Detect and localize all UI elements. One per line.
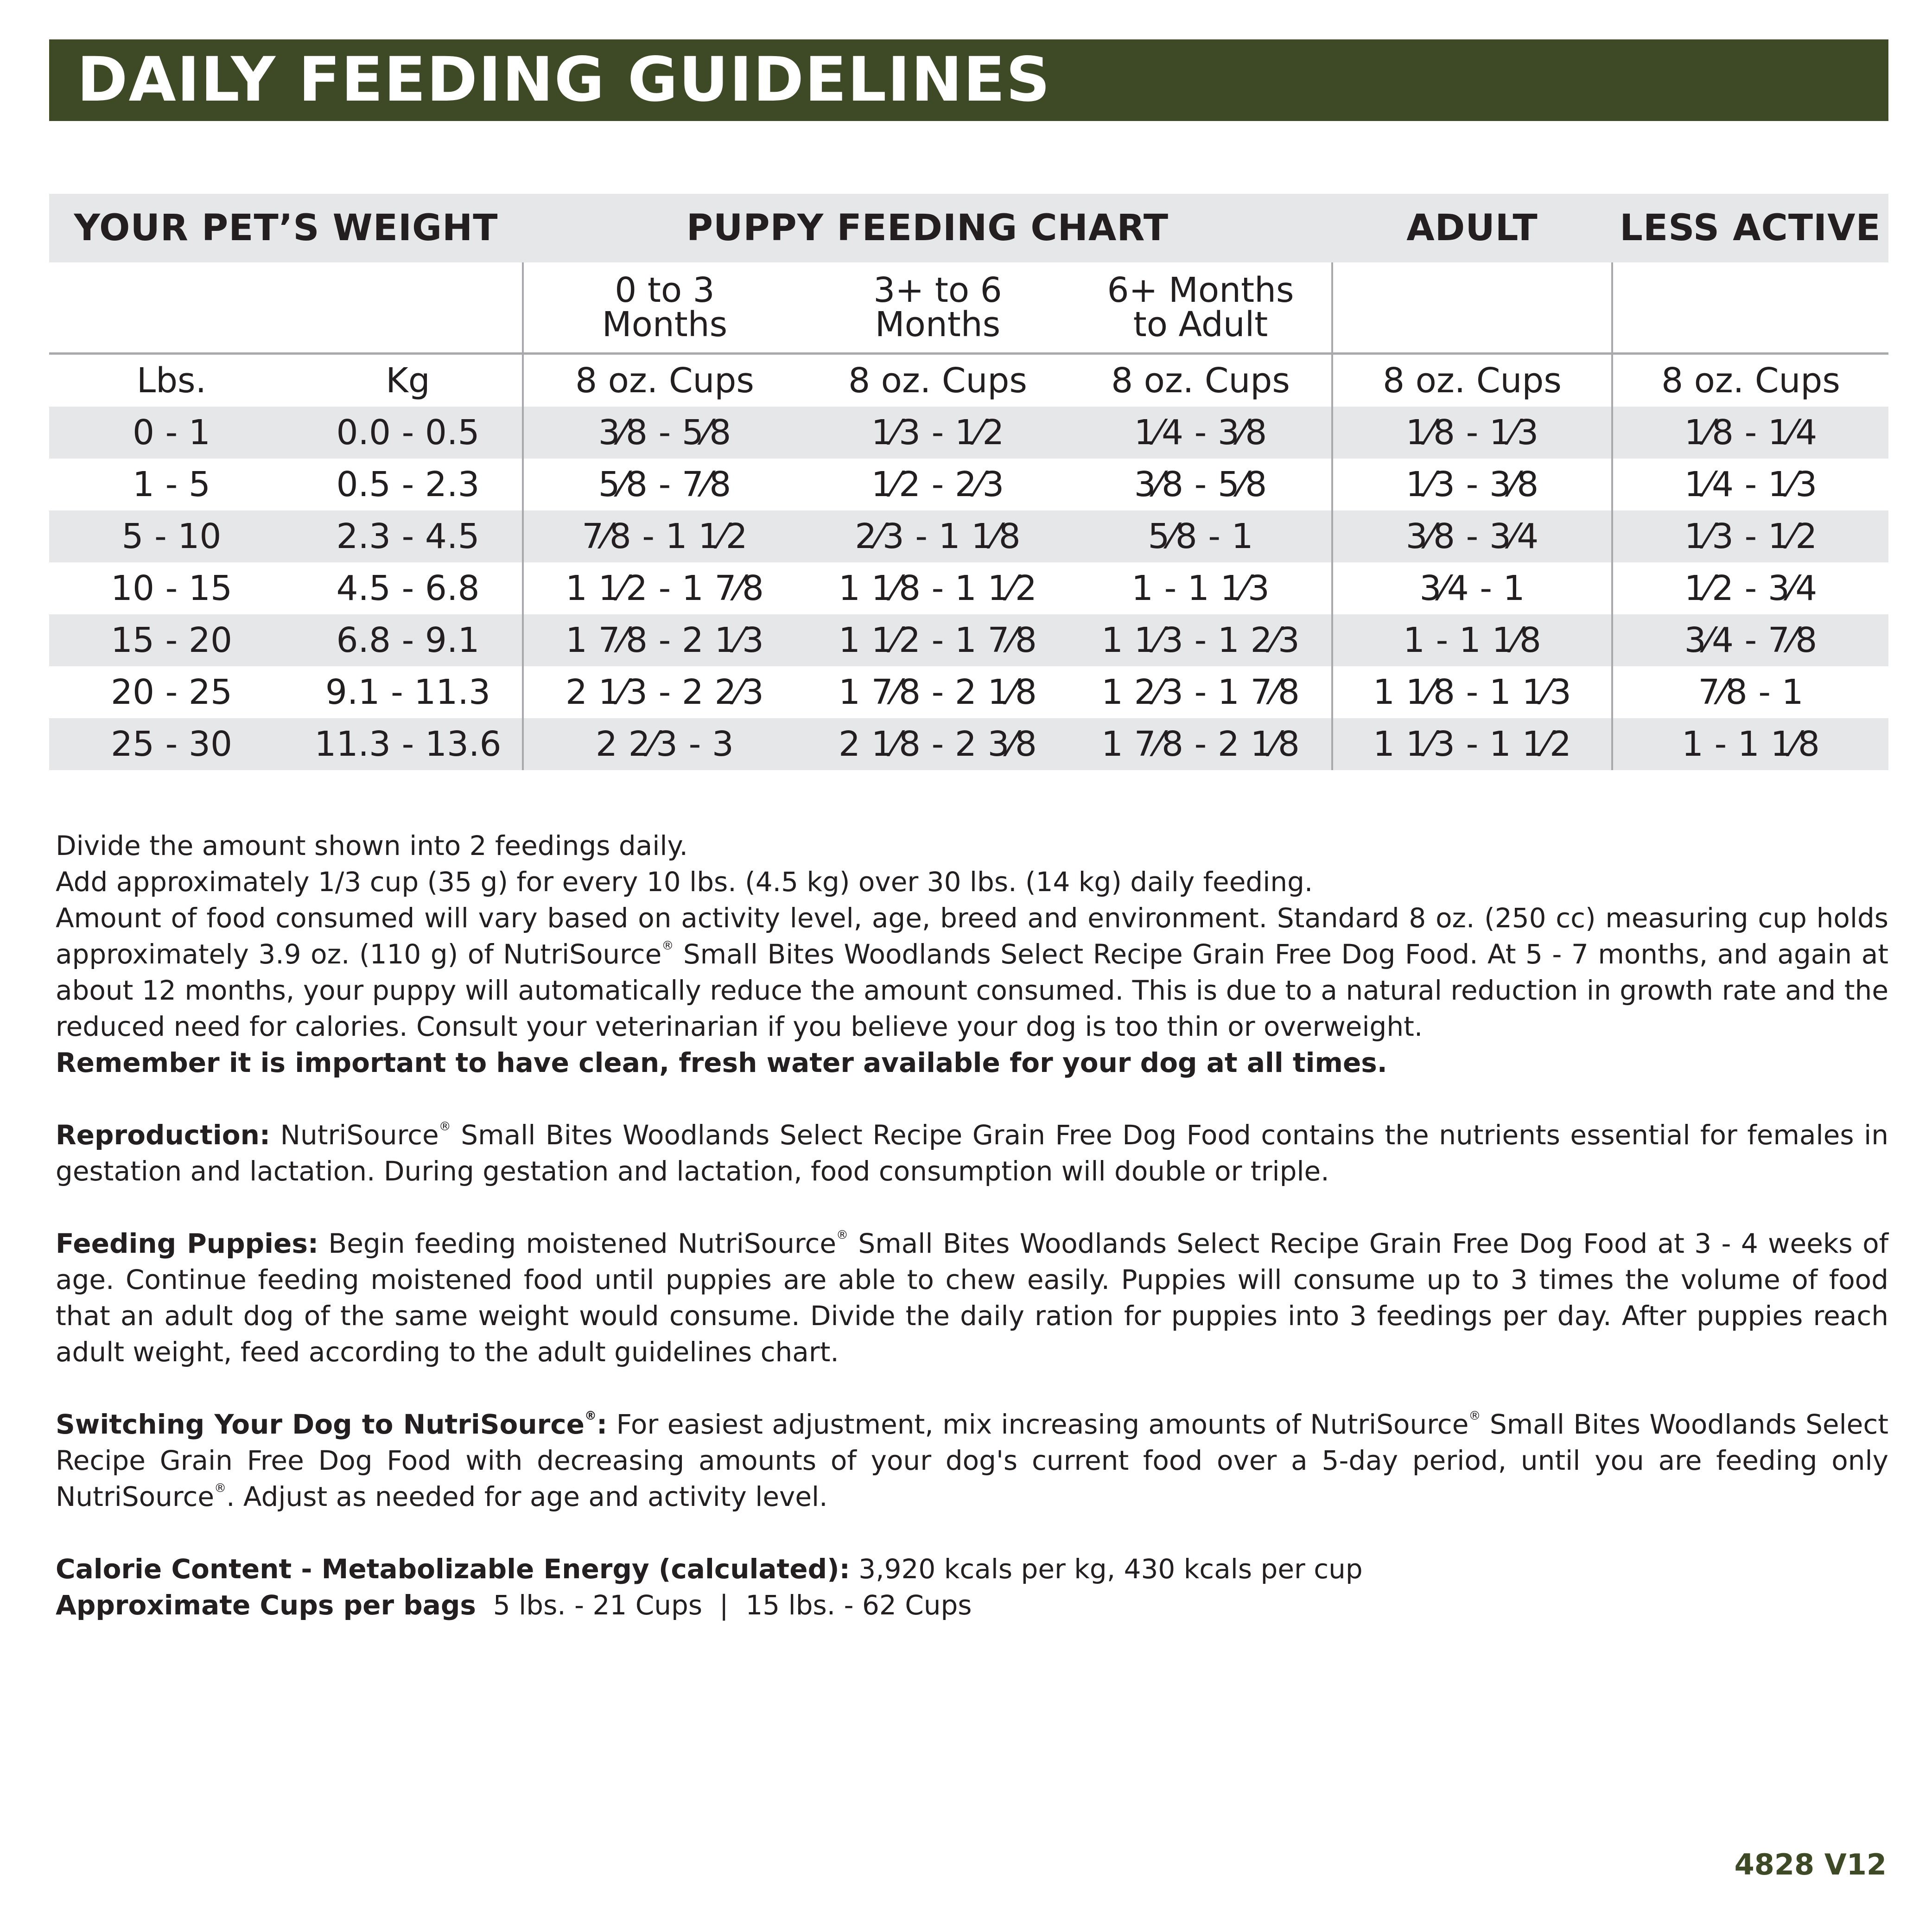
- table-cell: 4.5 - 6.8: [336, 568, 480, 608]
- table-cell: 1 7⁄8 - 2 1⁄3: [523, 614, 806, 666]
- age-6-adult: 6+ Months to Adult: [1107, 270, 1294, 344]
- table-row: [49, 407, 1888, 459]
- table-row: [49, 718, 1888, 770]
- version-code: 4828 V12: [1734, 1848, 1887, 1881]
- table-cell: 1 7⁄8 - 2 1⁄8: [839, 672, 1037, 712]
- table-cell: 1⁄3 - 1⁄2: [806, 407, 1070, 459]
- table-cell: 11.3 - 13.6: [294, 718, 523, 770]
- table-cell: 3⁄8 - 5⁄8: [523, 407, 806, 459]
- table-cell: 0 - 1: [49, 407, 294, 459]
- table-cell: 3⁄8 - 5⁄8: [1134, 465, 1267, 504]
- blank-cell: [1332, 262, 1612, 354]
- table-cell: 7⁄8 - 1: [1612, 666, 1888, 718]
- table-cell: 1⁄2 - 3⁄4: [1612, 562, 1888, 614]
- unit-cell: 8 oz. Cups: [1070, 354, 1332, 407]
- table-cell: 1⁄8 - 1⁄4: [1612, 407, 1888, 459]
- table-cell: 2⁄3 - 1 1⁄8: [806, 510, 1070, 562]
- note-calorie-content: Calorie Content - Metabolizable Energy (calculated): 3,920 kcals per kg, 430 kcals per cup: [56, 1553, 1363, 1585]
- blank-cell: [1612, 262, 1888, 354]
- table-cell: 20 - 25: [110, 672, 233, 712]
- weight-header: YOUR PET’S WEIGHT: [49, 194, 523, 262]
- table-cell: 1⁄3 - 3⁄8: [1332, 459, 1612, 510]
- table-cell: 10 - 15: [110, 568, 233, 608]
- unit-cell: 8 oz. Cups: [1612, 354, 1888, 407]
- units-row: [49, 354, 1888, 407]
- feeding-table: [49, 194, 1888, 770]
- page-title: DAILY FEEDING GUIDELINES: [77, 44, 1051, 115]
- table-cell: 1 1⁄2 - 1 7⁄8: [523, 562, 806, 614]
- table-cell: 3⁄4 - 1: [1332, 562, 1612, 614]
- unit-cell: Lbs.: [49, 354, 294, 407]
- table-cell: 7⁄8 - 1 1⁄2: [523, 510, 806, 562]
- note-amount-paragraph: Amount of food consumed will vary based on activity level, age, breed and environment. Standard 8 oz. (250 cc) measuring cup holds approximately 3.9 oz. (110 g) of NutriSource® Small Bites Woodlands Select Recipe Grain Free Dog Food. At 5 - 7 months, and again at about 12 months, your puppy will automatically reduce the amount consumed. This is due to a natural reduction in growth rate and the reduced need for calories. Consult your veterinarian if you believe your dog is too thin or overweight.: [56, 902, 1888, 1042]
- table-cell: 1⁄2 - 2⁄3: [871, 465, 1004, 504]
- table-cell: 2 2⁄3 - 3: [523, 718, 806, 770]
- adult-header: ADULT: [1332, 194, 1612, 262]
- table-cell: 1 7⁄8 - 2 1⁄8: [1070, 718, 1332, 770]
- table-cell: 0.0 - 0.5: [294, 407, 523, 459]
- table-cell: 0.5 - 2.3: [336, 465, 480, 504]
- note-switching: Switching Your Dog to NutriSource®: For easiest adjustment, mix increasing amounts of NutriSource® Small Bites Woodlands Select Recipe Grain Free Dog Food with decreasing amounts of your dog's current food over a 5-day period, until you are feeding only NutriSource®. Adjust as needed for age and activity level.: [56, 1409, 1888, 1512]
- table-cell: 6.8 - 9.1: [294, 614, 523, 666]
- table-row: [49, 666, 1888, 718]
- note-cups-per-bag: Approximate Cups per bags 5 lbs. - 21 Cups | 15 lbs. - 62 Cups: [56, 1589, 972, 1621]
- blank-cell: [49, 262, 523, 354]
- table-cell: 1⁄4 - 1⁄3: [1612, 459, 1888, 510]
- table-cell: 2.3 - 4.5: [294, 510, 523, 562]
- table-cell: 1 1⁄2 - 1 7⁄8: [806, 614, 1070, 666]
- puppy-header: PUPPY FEEDING CHART: [523, 194, 1332, 262]
- table-cell: 1 1⁄8 - 1 1⁄3: [1332, 666, 1612, 718]
- table-cell: 1 1⁄3 - 1 2⁄3: [1070, 614, 1332, 666]
- unit-cell: 8 oz. Cups: [806, 354, 1070, 407]
- table-group-header: [49, 194, 1888, 262]
- table-cell: 3⁄4 - 7⁄8: [1612, 614, 1888, 666]
- table-cell: 1⁄3 - 1⁄2: [1612, 510, 1888, 562]
- table-cell: 1 - 1 1⁄8: [1612, 718, 1888, 770]
- table-cell: 1⁄8 - 1⁄3: [1332, 407, 1612, 459]
- table-cell: 1 - 1 1⁄3: [1131, 568, 1270, 608]
- table-row: [49, 614, 1888, 666]
- table-cell: 1 2⁄3 - 1 7⁄8: [1101, 672, 1300, 712]
- age-3-6: 3+ to 6 Months: [873, 270, 1002, 344]
- table-cell: 5⁄8 - 7⁄8: [523, 459, 806, 510]
- note-reproduction: Reproduction: NutriSource® Small Bites Woodlands Select Recipe Grain Free Dog Food contains the nutrients essential for females in gestation and lactation. During gestation and lactation, food consumption will double or triple.: [56, 1119, 1888, 1187]
- table-row: [49, 459, 1888, 510]
- unit-cell: Kg: [294, 354, 523, 407]
- unit-cell: 8 oz. Cups: [523, 354, 806, 407]
- note-feeding-puppies: Feeding Puppies: Begin feeding moistened NutriSource® Small Bites Woodlands Select Recipe Grain Free Dog Food at 3 - 4 weeks of age. Continue feeding moistened food until puppies are able to chew easily. Puppies will consume up to 3 times the volume of food that an adult dog of the same weight would consume. Divide the daily ration for puppies into 3 feedings per day. After puppies reach adult weight, feed according to the adult guidelines chart.: [56, 1228, 1888, 1368]
- note-add-cup: Add approximately 1/3 cup (35 g) for every 10 lbs. (4.5 kg) over 30 lbs. (14 kg) daily feeding.: [56, 866, 1313, 898]
- table-cell: 3⁄8 - 3⁄4: [1332, 510, 1612, 562]
- title-bar: [49, 39, 1888, 121]
- feeding-notes: [56, 828, 1888, 1623]
- table-cell: 9.1 - 11.3: [325, 672, 491, 712]
- table-cell: 1⁄4 - 3⁄8: [1070, 407, 1332, 459]
- table-cell: 1 1⁄8 - 1 1⁄2: [839, 568, 1037, 608]
- age-subheader: [49, 262, 1888, 354]
- less-active-header: LESS ACTIVE: [1612, 194, 1888, 262]
- note-water: Remember it is important to have clean, fresh water available for your dog at all times.: [56, 1047, 1387, 1078]
- table-cell: 1 1⁄3 - 1 1⁄2: [1332, 718, 1612, 770]
- table-cell: 15 - 20: [49, 614, 294, 666]
- age-0-3: 0 to 3 Months: [523, 262, 806, 354]
- table-cell: 1 - 1 1⁄8: [1332, 614, 1612, 666]
- note-divide: Divide the amount shown into 2 feedings daily.: [56, 830, 688, 861]
- unit-cell: 8 oz. Cups: [1332, 354, 1612, 407]
- table-row: [49, 510, 1888, 562]
- table-row: [49, 562, 1888, 614]
- table-cell: 5⁄8 - 1: [1070, 510, 1332, 562]
- table-cell: 2 1⁄3 - 2 2⁄3: [523, 666, 806, 718]
- table-cell: 2 1⁄8 - 2 3⁄8: [806, 718, 1070, 770]
- table-cell: 5 - 10: [49, 510, 294, 562]
- table-cell: 25 - 30: [49, 718, 294, 770]
- table-cell: 1 - 5: [133, 465, 210, 504]
